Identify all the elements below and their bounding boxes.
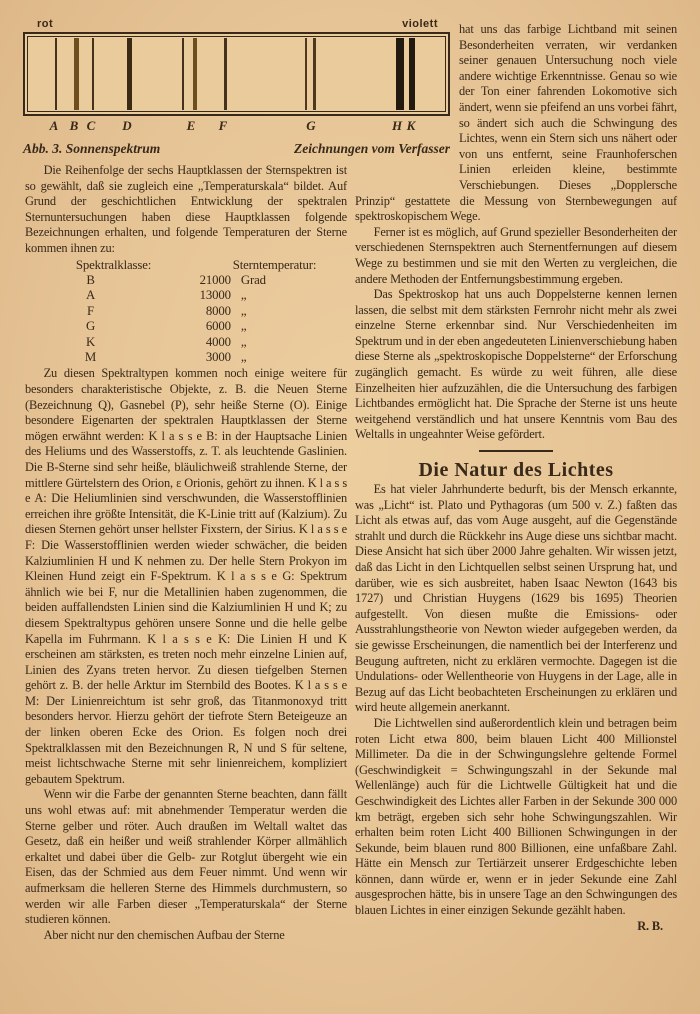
paragraph-left-last: Aber nicht nur den chemischen Aufbau der Sterne xyxy=(43,927,285,942)
spectrum-label-violett: violett xyxy=(402,18,438,30)
cell-unit: „ xyxy=(240,350,247,364)
spectrum-line-label: C xyxy=(86,118,96,133)
spectral-class-table xyxy=(25,258,347,366)
paragraph-licht-2-text: Die Lichtwellen sind außerordentlich klein und betragen beim roten Licht etwa 800, beim blauen Licht 400 Millionstel Millimeter. Da die in der Schwingungslehre geltende Formel (Geschwindigkeit = Schwingungszahl in der Sekunde mal Wellenlänge) auch für die Lichtwelle Gültigkeit hat und die Geschwindigkeit des Lichtes aller Farben in der Sekunde 300 000 km beträgt, ergeben sich sehr hohe Schwingungszahlen. Wir erhalten beim roten Licht 400 Billionen Schwingungen in der Sekunde, beim blauen rund 800 Billionen, eine unfaßbare Zahl. Hätte ein Mensch zur Tertiärzeit unserer Erdgeschichte leben können, dann würde er, wenn er in jeder Sekunde eine Zahl ausgesprochen hätte, bis in unsere Tage an den Schwingungen des blauen Lichtes in einer einzigen Sekunde gezählt haben. xyxy=(355,715,677,918)
section-divider-rule xyxy=(479,450,553,452)
right-column xyxy=(355,22,677,1008)
paragraph-spectral-types: Zu diesen Spektraltypen kommen noch einige weitere für besonders charakteristische Objekte, z. B. die Neuen Sterne (Bezeichnung Q), Gasnebel (P), sehr heiße Sterne (O). Einige besondere Eigenarten der spektralen Hauptklassen der Sterne mögen erwähnt werden: K l a s s e B: in der Hauptsache Linien des Heliums und des Wasserstoffs, z. T. als leuchtende Gaslinien. Die B-Sterne sind sehr heiße, bläulichweiß strahlende Sterne, der mittlere Gürtelstern des Orion, ε Orionis, gehört zu ihnen. K l a s s e A: Die Heliumlinien sind verschwunden, die Wasserstofflinien erreichen ihre größte Intensität, die K-Linie tritt auf (Kalzium). Zu diesen Sternen gehört unser hellster Fixstern, der Sirius. K l a s s e F: Die Wasserstofflinien werden wieder schwächer, die beiden Kalziumlinien H und K nehmen zu. Der helle Stern Prokyon im Kleinen Hund zeigt ein F-Spektrum. K l a s s e G: Spektrum ähnlich wie bei F, nur die Metallinien haben zugenommen, die beiden auffallendsten Linien sind die Kalziumlinien H und K; zu diesem Spektraltypus gehören unsere Sonne und die helle gelbe Kapella im Fuhrmann. K l a s s e K: Die Linien H und K erscheinen am stärksten, es treten noch mehr einzelne Linien auf, Linien des Zyans treten hervor. Zu diesen tiefgelben Sternen gehört z. B. der helle Arktur im Sternbild des Bootes. K l a s s e M: Der Linienreichtum ist sehr groß, das Titanmonoxyd tritt besonders hervor. Hierzu gehört der tiefrote Stern Beteigeuze an der linken oberen Ecke des Orion. Es folgen noch drei Spektralklassen mit den Bezeichnungen R, N und S für seltene, meist lichtschwache Sterne mit sehr linienreichem, kompliziert gebautem Spektrum. xyxy=(25,366,347,786)
paragraph-ferner: Ferner ist es möglich, auf Grund spezieller Besonderheiten der verschiedenen Sternspektren auch Sternentfernungen auf diesem Wege zu bestimmen und sie mit den Werten zu vergleichen, die andere Methoden der Entfernungsbestimmung ergeben. xyxy=(355,224,677,286)
spectrum-line xyxy=(55,38,57,110)
cell-klasse: F xyxy=(87,303,94,318)
figure-credit: Zeichnungen vom Verfasser xyxy=(293,141,450,156)
table-row xyxy=(25,335,347,350)
section-heading: Die Natur des Lichtes xyxy=(418,459,614,482)
spectrum-line xyxy=(305,38,307,110)
spectrum-line xyxy=(127,38,132,110)
spectrum-line-label: E xyxy=(186,118,196,133)
spectrum-line xyxy=(224,38,227,110)
paragraph-licht-2 xyxy=(355,715,677,933)
cell-temp: 8000 xyxy=(205,303,231,318)
cell-temp: 21000 xyxy=(199,272,231,287)
spectrum-line-label: A xyxy=(49,118,59,133)
cell-temp: 6000 xyxy=(205,319,231,334)
spectrum-line xyxy=(193,38,197,110)
table-row xyxy=(25,319,347,334)
cell-temp: 13000 xyxy=(199,288,231,303)
spectrum-line xyxy=(313,38,316,110)
spectrum-line-label: B xyxy=(69,118,79,133)
paragraph-star-colors: Wenn wir die Farbe der genannten Sterne beachten, dann fällt uns wohl etwas auf: mit abnehmender Temperatur werden die Sterne gelber und röter. Auch draußen im Weltall waltet das Gesetz, daß ein heißer und weiß strahlender Körper allmählich erkaltet und dabei über die Gelb- zur Rotglut übergeht wie ein Eisen, das der Schmied aus dem Feuer nimmt. Und wenn wir aufmerksam die helleren Sterne des Himmels durchmustern, so werden wir alle Farben dieser „Temperaturskala“ der Sterne studieren können. xyxy=(25,787,347,927)
cell-unit: Grad xyxy=(240,272,266,287)
spectrum-line xyxy=(182,38,184,110)
cell-klasse: A xyxy=(85,288,96,303)
cell-temp: 4000 xyxy=(205,334,231,349)
paragraph-intro: Die Reihenfolge der sechs Hauptklassen der Sternspektren ist so gewählt, daß sie zugleich eine „Temperaturskala“ bildet. Auf Grund der geschichtlichen Entwicklung der spektralen Sternuntersuchungen haben diese Hauptklassen folgende Bezeichnungen erhalten, und folgende Temperaturen der Sterne kommen ihnen zu: xyxy=(25,163,347,255)
paragraph-licht-1: Es hat vieler Jahrhunderte bedurft, bis der Mensch erkannte, was „Licht“ ist. Plato und Pythagoras (um 500 v. Z.) faßten das Licht als etwas auf, das vom Auge ausgeht, auf die Gegenstände strahlt und durch die Rückkehr ins Auge diese uns sichtbar macht. Diese Ansicht hat sich über 2000 Jahre gehalten. Wir wissen jetzt, daß das Licht in den Lichtquellen selbst seinen Ursprung hat, und darüber, wie es sich ausbreitet, haben Isaac Newton (1643 bis 1727) und Christian Huygens (1629 bis 1695) Theorien aufgestellt. Von diesen mußte die Emissions- oder Ausstrahlungstheorie von Newton wieder aufgegeben werden, da sie gewisse Erscheinungen, die namentlich bei der Interferenz und Beugung auftreten, nicht zu erklären vermochte. Dagegen ist die Undulations- oder Wellentheorie von Huygens in der Lage, alle in Bezug auf das Licht beobachteten Erscheinungen zu erklären und wird heute allgemein anerkannt. xyxy=(355,482,677,715)
table-row xyxy=(25,288,347,303)
left-column xyxy=(25,163,347,943)
cell-klasse: G xyxy=(85,319,96,334)
cell-klasse: B xyxy=(86,272,95,287)
table-row xyxy=(25,304,347,319)
figure-wrap-spacer xyxy=(355,22,459,180)
spectrum-line-label: G xyxy=(306,118,316,133)
spectrum-line xyxy=(92,38,94,110)
table-header-row xyxy=(25,258,347,273)
cell-temp: 3000 xyxy=(205,350,231,364)
spectrum-line-label: D xyxy=(122,118,132,133)
spectrum-line-label: K xyxy=(406,118,416,133)
table-row xyxy=(25,273,347,288)
spectrum-line xyxy=(74,38,79,110)
table-header-class: Spektralklasse: xyxy=(75,257,152,272)
author-signature: R. B. xyxy=(637,918,663,933)
paragraph-continuation: hat uns das farbige Lichtband mit seinen Besonderheiten verraten, wir verdanken seiner genauen Untersuchung noch viele andere wichtige Erkenntnisse. Genau so wie der Ton einer fahrenden Lokomotive sich ändert, wenn sie pfeifend an uns vorbei fährt, so ändert sich auch die Schwingung des Lichtes, wenn ein Stern sich uns nähert oder von uns entfernt, seine Fraunhoferschen Linien erleiden kleine, bestimmte Verschiebungen. Dieses „Dopplersche Prinzip“ gestattete die Messung von Sternbewegungen auf spektroskopischem Wege. xyxy=(355,22,677,224)
table-header-temp: Sterntemperatur: xyxy=(232,257,317,272)
cell-klasse: M xyxy=(84,350,97,364)
cell-unit: „ xyxy=(240,319,247,334)
cell-unit: „ xyxy=(240,288,247,303)
cell-unit: „ xyxy=(240,303,247,318)
table-row xyxy=(25,350,347,365)
spectrum-line-label: F xyxy=(218,118,228,133)
figure-caption: Abb. 3. Sonnenspektrum xyxy=(23,141,161,156)
spectrum-label-rot: rot xyxy=(37,18,54,30)
cell-klasse: K xyxy=(85,334,96,349)
spectrum-line-label: H xyxy=(391,118,403,133)
cell-unit: „ xyxy=(240,334,247,349)
paragraph-spektroskop: Das Spektroskop hat uns auch Doppelsterne kennen lernen lassen, die selbst mit dem stärksten Fernrohr nicht mehr als zwei einzelne Sterne erkennbar sind. Nur Verschiedenheiten im Spektrum und in der eben angedeuteten Linienverschiebung haben diese Sterne als „spektroskopische Doppelsterne“ der Erforschung zugänglich gemacht. Es würde zu weit führen, alle diese Einzelheiten hier aufzuzählen, die die Untersuchung des farbigen Lichtbandes ermöglicht hat. Die Sprache der Sterne ist uns heute weitgehend verständlich und hat unsere Kenntnis vom Bau des Weltalls in ungeahnter Weise gefördert. xyxy=(355,287,677,442)
